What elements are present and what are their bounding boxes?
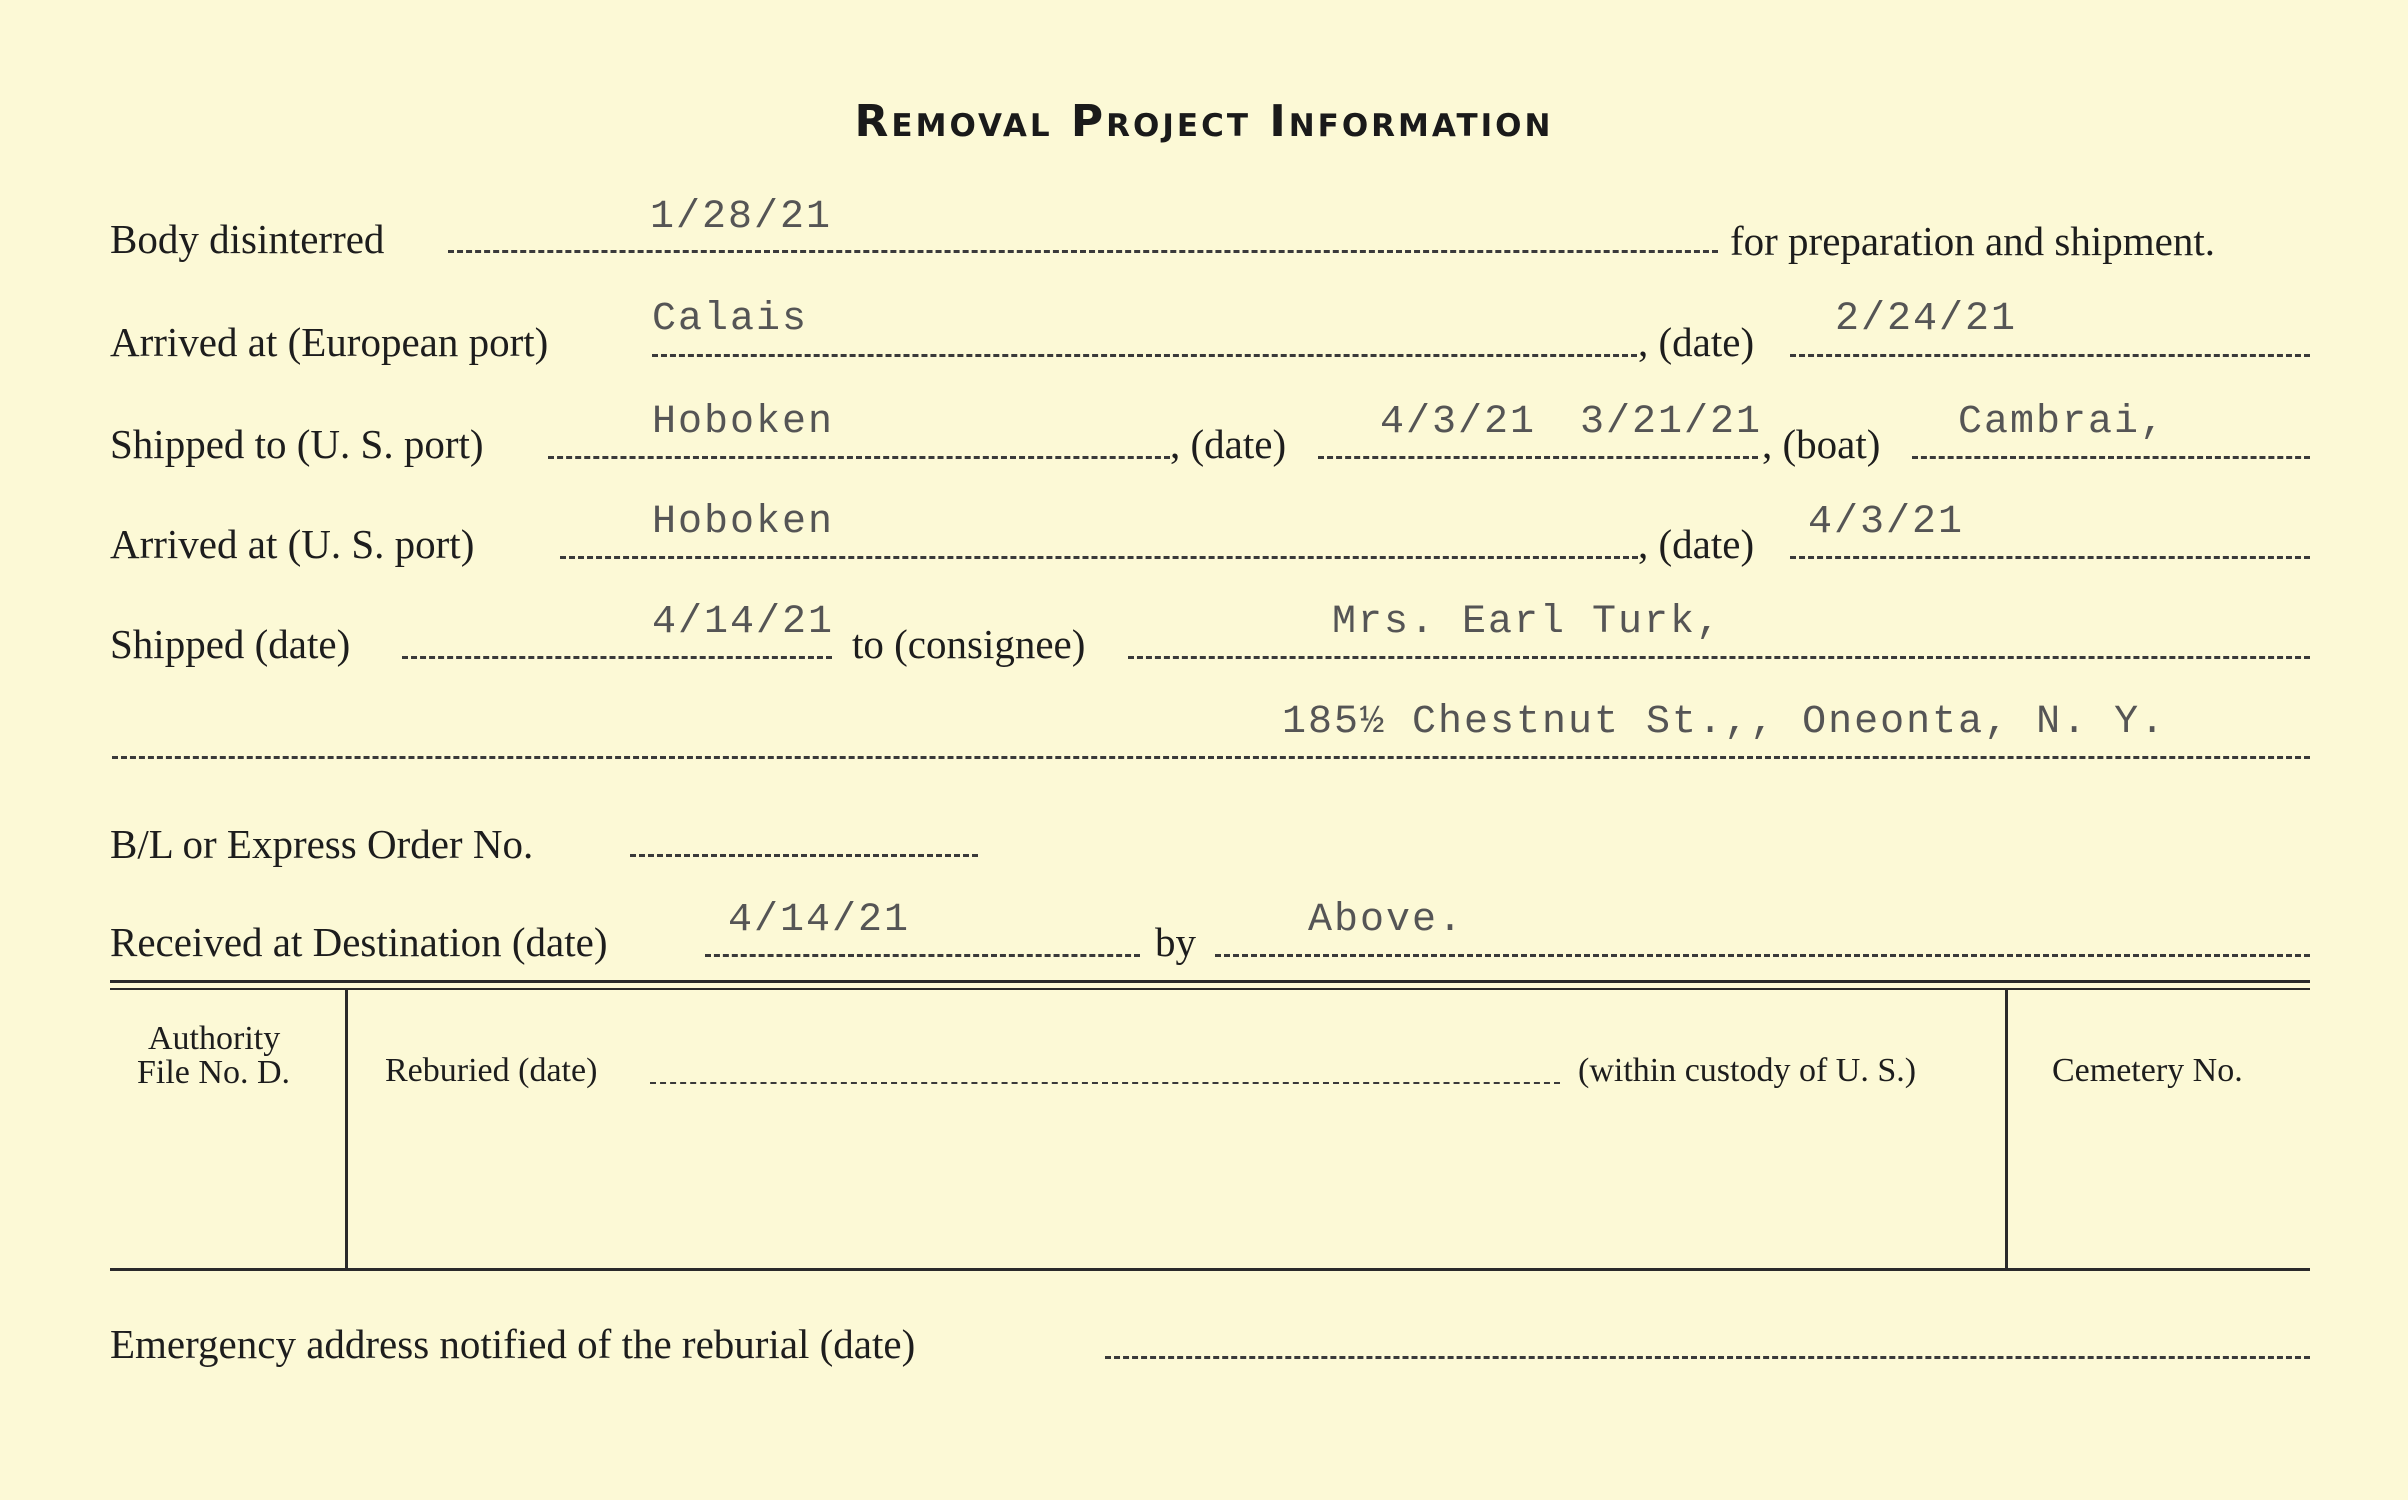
european-date-value: 2/24/21 [1835, 297, 2018, 342]
form-title: Removal Project Information [854, 96, 1554, 147]
emergency-line [1105, 1356, 2310, 1359]
shipped-row-date-line [402, 656, 832, 659]
within-custody-label: (within custody of U. S.) [1578, 1052, 1917, 1089]
boat-value: Cambrai, [1958, 400, 2167, 445]
authority-label: Authority [148, 1020, 281, 1057]
european-port-line [652, 354, 1637, 357]
disinterred-date-value: 1/28/21 [650, 195, 833, 240]
by-label: by [1155, 919, 1196, 965]
us-port-shipped-line [548, 456, 1170, 459]
boat-line [1912, 456, 2310, 459]
us-port-arrived-line [560, 556, 1638, 559]
shipped-to-us-label: Shipped to (U. S. port) [110, 421, 484, 467]
us-port-arrived-value: Hoboken [652, 500, 835, 545]
european-date-label: , (date) [1638, 319, 1755, 365]
to-consignee-label: to (consignee) [852, 621, 1086, 667]
european-date-line [1790, 354, 2310, 357]
arrived-us-label: Arrived at (U. S. port) [110, 521, 475, 567]
emergency-label: Emergency address notified of the reburial (date) [110, 1321, 916, 1367]
consignee-address-line [112, 756, 2310, 759]
received-by-value: Above. [1308, 898, 1465, 943]
table-divider-left [345, 990, 348, 1268]
bl-order-line [630, 854, 978, 857]
arrived-us-date-label: , (date) [1638, 521, 1755, 567]
received-by-line [1215, 954, 2310, 957]
consignee-line [1128, 656, 2310, 659]
shipped-date-label: , (date) [1170, 421, 1287, 467]
bl-order-label: B/L or Express Order No. [110, 821, 534, 867]
table-bottom-rule [110, 1268, 2310, 1271]
consignee-value: Mrs. Earl Turk, [1332, 600, 1723, 645]
cemetery-no-label: Cemetery No. [2052, 1052, 2243, 1089]
us-arrived-date-value: 4/3/21 [1808, 500, 1965, 545]
received-date-line [705, 954, 1140, 957]
us-port-shipped-value: Hoboken [652, 400, 835, 445]
file-no-label: File No. D. [137, 1054, 290, 1091]
shipped-date-value-1: 4/3/21 [1380, 400, 1537, 445]
shipped-date-line [1318, 456, 1758, 459]
european-port-value: Calais [652, 297, 809, 342]
for-preparation-label: for preparation and shipment. [1730, 218, 2216, 264]
arrived-european-label: Arrived at (European port) [110, 319, 549, 365]
reburied-line [650, 1082, 1560, 1084]
received-date-value: 4/14/21 [728, 898, 911, 943]
reburied-label: Reburied (date) [385, 1052, 598, 1089]
received-dest-label: Received at Destination (date) [110, 919, 608, 965]
body-disinterred-label: Body disinterred [110, 216, 385, 262]
arrived-us-date-line [1790, 556, 2310, 559]
table-top-rule-2 [110, 988, 2310, 990]
table-divider-right [2005, 990, 2008, 1268]
shipped-date-row-label: Shipped (date) [110, 621, 351, 667]
boat-label: , (boat) [1762, 421, 1881, 467]
consignee-address-value: 185½ Chestnut St.,, Oneonta, N. Y. [1282, 700, 2167, 745]
shipped-row-date-value: 4/14/21 [652, 600, 835, 645]
shipped-date-value-2: 3/21/21 [1580, 400, 1763, 445]
body-disinterred-line [448, 250, 1718, 253]
table-top-rule [110, 980, 2310, 983]
